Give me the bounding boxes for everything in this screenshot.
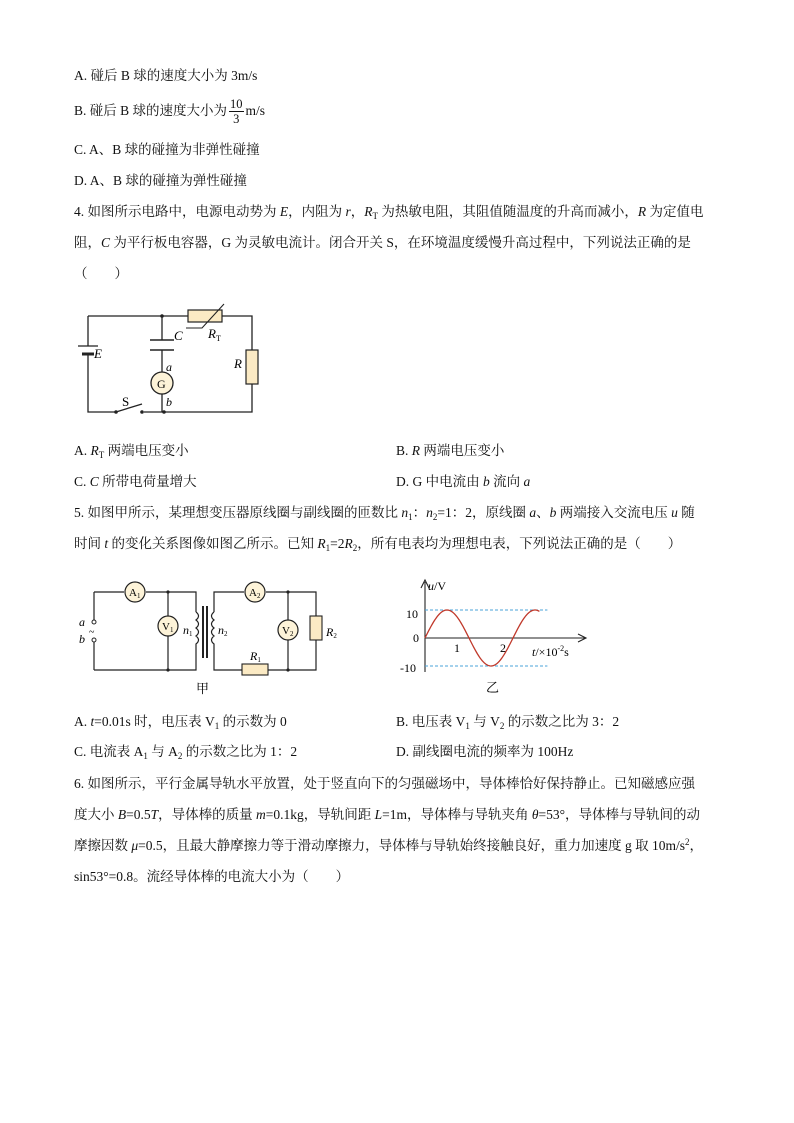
q5-option-c: C. 电流表 $A_1$ 与 $A_2$ 的示数之比为 1：2 — [74, 744, 298, 761]
q6-stem-line2: 度大小 B=0.5T，导体棒的质量 m=0.1kg，导轨间距 L=1m，导体棒与导轨夹角 θ=53°，导体棒与导轨间的动 — [74, 807, 701, 822]
q3-option-d: D. A、B 球的碰撞为弹性碰撞 — [74, 173, 247, 188]
label-R2: R2 — [326, 625, 337, 640]
y-tick-10: 10 — [406, 607, 418, 621]
x-tick-1: 1 — [454, 641, 460, 655]
resistor-r1-icon — [242, 664, 268, 675]
q5-option-a: A. t=0.01s 时，电压表 $V_1$ 的示数为 0 — [74, 714, 287, 731]
label-A2: A2 — [249, 587, 261, 600]
label-b: b — [79, 632, 85, 646]
q4-stem-line2: 阻，C 为平行板电容器，G 为灵敏电流计。闭合开关 S，在环境温度缓慢升高过程中，下列说法正确的是 — [74, 235, 691, 250]
q6-stem-line3: 摩擦因数 μ=0.5，且最大静摩擦力等于滑动摩擦力，导体棒与导轨始终接触良好，重力加速度 g 取 $10m/s^2$， — [74, 837, 704, 853]
x-tick-2: 2 — [500, 641, 506, 655]
q5-voltage-time-graph — [392, 574, 602, 700]
label-C: C — [174, 328, 183, 343]
label-G: G — [157, 377, 166, 391]
q5-option-d: D. 副线圈电流的频率为 100Hz — [396, 744, 574, 759]
thermistor-icon — [186, 304, 224, 328]
secondary-coil-icon — [212, 612, 215, 646]
y-tick-0: 0 — [413, 631, 419, 645]
label-n1: n1 — [183, 623, 193, 638]
resistor-icon — [246, 350, 258, 384]
y-axis-label: u/V — [428, 579, 446, 593]
x-axis-label: $t/\times 10^{-2}s$ — [532, 644, 569, 659]
q4-option-b: B. R 两端电压变小 — [396, 443, 505, 458]
resistor-r2-icon — [310, 616, 322, 640]
q3-option-c: C. A、B 球的碰撞为非弹性碰撞 — [74, 142, 260, 157]
y-tick-neg10: -10 — [400, 661, 416, 675]
capacitor-icon — [150, 340, 174, 350]
label-E: E — [94, 346, 102, 361]
label-S: S — [122, 394, 130, 409]
label-a: a — [79, 615, 85, 629]
q4-stem-line1: 4. 如图所示电路中，电源电动势为 E，内阻为 r，$R_T$ 为热敏电阻，其阻值随温度的升高而减小，R 为定值电 — [74, 204, 704, 221]
label-n2: n2 — [218, 623, 228, 638]
q4-option-c: C. C 所带电荷量增大 — [74, 474, 197, 489]
label-V2: V2 — [282, 625, 294, 638]
q4-stem-line3: （ ） — [74, 266, 128, 281]
q6-stem-line1: 6. 如图所示，平行金属导轨水平放置，处于竖直向下的匀强磁场中，导体棒恰好保持静止。已知磁感应强 — [74, 776, 695, 791]
label-A1: A1 — [129, 587, 141, 600]
q3-option-b: B. 碰后 B 球的速度大小为 $\frac{10}{3}$ m/s — [74, 97, 266, 127]
primary-coil-icon — [196, 612, 199, 646]
label-V1: V1 — [162, 621, 174, 634]
caption-jia: 甲 — [196, 681, 210, 696]
q5-transformer-circuit — [76, 576, 346, 700]
q4-option-d: D. G 中电流由 b 流向 a — [396, 474, 531, 489]
label-a: a — [166, 360, 172, 374]
label-b: b — [166, 395, 172, 409]
q5-stem-line2: 时间 t 的变化关系图像如图乙所示。已知 $R_1=2R_2$，所有电表均为理想电表，下列说法正确的是（ ） — [74, 536, 682, 553]
label-R1: R1 — [250, 649, 261, 664]
wire-right-bottom — [164, 384, 252, 412]
q4-circuit-diagram — [76, 298, 266, 422]
q3-option-a: A. 碰后 B 球的速度大小为 3m/s — [74, 68, 258, 83]
q4-option-a: A. $R_T$ 两端电压变小 — [74, 443, 189, 460]
label-R: R — [234, 356, 242, 371]
q6-stem-line4: sin53°=0.8。流经导体棒的电流大小为（ ） — [74, 869, 350, 884]
q5-option-b: B. 电压表 $V_1$ 与 $V_2$ 的示数之比为 3：2 — [396, 714, 620, 731]
label-RT: $R_T$ — [208, 326, 221, 343]
ac-symbol: ~ — [89, 627, 95, 638]
q5-stem-line1: 5. 如图甲所示，某理想变压器原线圈与副线圈的匝数比 $n_1$：$n_2=1$：2，原线圈 a、b 两端接入交流电压 u 随 — [74, 505, 695, 522]
caption-yi: 乙 — [486, 680, 500, 695]
fraction-10-over-3: $\frac{10}{3}$ — [230, 97, 243, 127]
